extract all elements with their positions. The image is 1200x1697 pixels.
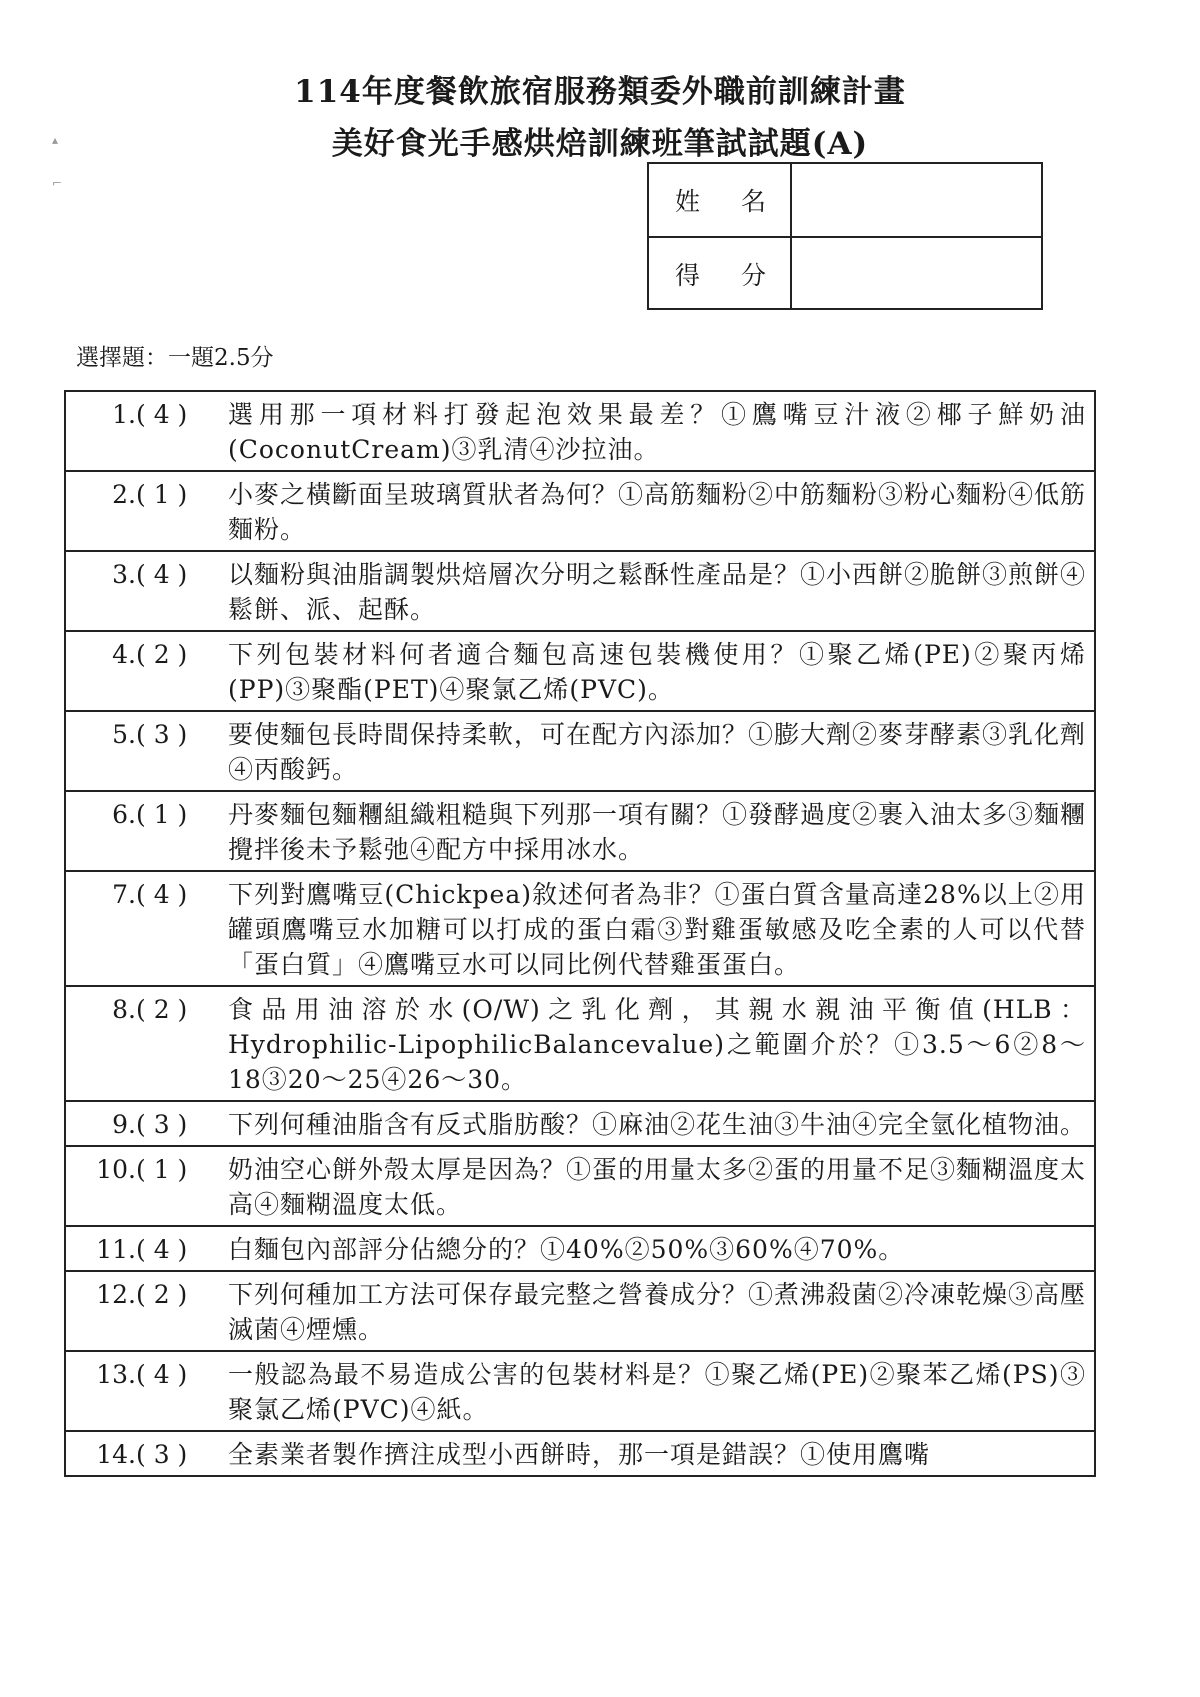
question-text: 下列包裝材料何者適合麵包高速包裝機使用？①聚乙烯(PE)②聚丙烯(PP)③聚酯(PET)④聚氯乙烯(PVC)。 (228, 640, 1086, 704)
name-row (649, 164, 1041, 236)
question-answer: ( 4 ) (136, 560, 188, 589)
question-answer: ( 4 ) (136, 1235, 188, 1264)
question-row (65, 1101, 1095, 1146)
question-item (74, 1232, 1086, 1267)
question-number: 10. (96, 1155, 136, 1184)
question-text: 小麥之橫斷面呈玻璃質狀者為何？①高筋麵粉②中筋麵粉③粉心麵粉④低筋麵粉。 (228, 480, 1087, 544)
question-row (65, 551, 1095, 631)
question-answer: ( 4 ) (136, 880, 188, 909)
score-row (649, 236, 1041, 310)
student-info-box (647, 162, 1043, 310)
question-row (65, 1271, 1095, 1351)
question-answer: ( 4 ) (136, 1360, 188, 1389)
question-row (65, 1351, 1095, 1431)
question-number: 1. (112, 400, 136, 429)
question-cell (65, 1351, 1095, 1431)
score-label (649, 238, 792, 310)
question-text: 食品用油溶於水(O/W)之乳化劑，其親水親油平衡值(HLB：Hydrophilic-LipophilicBalancevalue)之範圍介於？①3.5～6②8～18③20～25④26～30。 (228, 995, 1086, 1094)
question-cell (65, 551, 1095, 631)
question-item (74, 477, 1086, 547)
question-text: 下列何種油脂含有反式脂肪酸？①麻油②花生油③牛油④完全氫化植物油。 (228, 1110, 1087, 1139)
question-item (74, 1107, 1086, 1142)
question-row (65, 631, 1095, 711)
question-cell (65, 871, 1095, 986)
question-text: 以麵粉與油脂調製烘焙層次分明之鬆酥性產品是？①小西餅②脆餅③煎餅④鬆餅、派、起酥。 (228, 560, 1087, 624)
question-number: 2. (112, 480, 136, 509)
question-answer: ( 3 ) (136, 720, 188, 749)
question-cell (65, 711, 1095, 791)
question-item (74, 1437, 1086, 1472)
question-cell (65, 1431, 1095, 1476)
question-item (74, 992, 1086, 1097)
question-answer: ( 1 ) (136, 800, 188, 829)
question-cell (65, 1146, 1095, 1226)
score-label-char: 得 (675, 261, 701, 290)
question-text: 下列何種加工方法可保存最完整之營養成分？①煮沸殺菌②冷凍乾燥③高壓滅菌④煙燻。 (228, 1280, 1087, 1344)
question-number: 12. (96, 1280, 136, 1309)
question-text: 全素業者製作擠注成型小西餅時，那一項是錯誤？①使用鷹嘴 (228, 1440, 931, 1469)
question-cell (65, 1271, 1095, 1351)
question-number: 13. (96, 1360, 136, 1389)
question-row (65, 1431, 1095, 1476)
question-number: 9. (112, 1110, 136, 1139)
question-text: 奶油空心餅外殼太厚是因為？①蛋的用量太多②蛋的用量不足③麵糊溫度太高④麵糊溫度太低。 (228, 1155, 1087, 1219)
scan-artifact-mark: ⌐ (52, 176, 63, 190)
question-answer: ( 1 ) (136, 1155, 188, 1184)
question-item (74, 797, 1086, 867)
name-label (649, 164, 792, 236)
question-text: 一般認為最不易造成公害的包裝材料是？①聚乙烯(PE)②聚苯乙烯(PS)③聚氯乙烯(PVC)④紙。 (228, 1360, 1086, 1424)
question-answer: ( 2 ) (136, 640, 188, 669)
question-item (74, 637, 1086, 707)
question-row (65, 1226, 1095, 1271)
section-heading: 選擇題：一題2.5分 (76, 345, 274, 371)
question-item (74, 557, 1086, 627)
question-number: 3. (112, 560, 136, 589)
question-text: 丹麥麵包麵糰組織粗糙與下列那一項有關？①發酵過度②裹入油太多③麵糰攪拌後未予鬆弛④配方中採用冰水。 (228, 800, 1087, 864)
question-number: 11. (96, 1235, 136, 1264)
question-number: 7. (112, 880, 136, 909)
scan-artifact-mark: ▴ (52, 133, 59, 147)
question-cell (65, 391, 1095, 471)
question-row (65, 986, 1095, 1101)
question-row (65, 1146, 1095, 1226)
question-text: 選用那一項材料打發起泡效果最差？①鷹嘴豆汁液②椰子鮮奶油(CoconutCream)③乳清④沙拉油。 (228, 400, 1086, 464)
question-number: 4. (112, 640, 136, 669)
question-text: 要使麵包長時間保持柔軟，可在配方內添加？①膨大劑②麥芽酵素③乳化劑④丙酸鈣。 (228, 720, 1087, 784)
name-label-char: 名 (740, 187, 766, 216)
question-cell (65, 986, 1095, 1101)
score-label-char: 分 (740, 261, 766, 290)
question-item (74, 877, 1086, 982)
question-cell (65, 1101, 1095, 1146)
question-answer: ( 3 ) (136, 1110, 188, 1139)
question-item (74, 717, 1086, 787)
question-number: 8. (112, 995, 136, 1024)
score-field[interactable] (792, 238, 1041, 310)
question-answer: ( 2 ) (136, 995, 188, 1024)
question-answer: ( 1 ) (136, 480, 188, 509)
question-text: 下列對鷹嘴豆(Chickpea)敘述何者為非？①蛋白質含量高達28%以上②用罐頭鷹嘴豆水加糖可以打成的蛋白霜③對雞蛋敏感及吃全素的人可以代替「蛋白質」④鷹嘴豆水可以同比例代替雞蛋蛋白。 (228, 880, 1086, 979)
question-answer: ( 2 ) (136, 1280, 188, 1309)
question-cell (65, 471, 1095, 551)
question-item (74, 1152, 1086, 1222)
question-cell (65, 1226, 1095, 1271)
questions-table (64, 390, 1096, 1477)
question-number: 5. (112, 720, 136, 749)
question-answer: ( 3 ) (136, 1440, 188, 1469)
question-text: 白麵包內部評分佔總分的？①40%②50%③60%④70%。 (228, 1235, 905, 1264)
name-field[interactable] (792, 164, 1041, 236)
question-cell (65, 791, 1095, 871)
question-row (65, 471, 1095, 551)
question-item (74, 397, 1086, 467)
question-item (74, 1277, 1086, 1347)
question-answer: ( 4 ) (136, 400, 188, 429)
exam-title-line1: 114年度餐飲旅宿服務類委外職前訓練計畫 (294, 74, 906, 110)
question-row (65, 871, 1095, 986)
question-cell (65, 631, 1095, 711)
question-row (65, 791, 1095, 871)
question-number: 14. (96, 1440, 136, 1469)
exam-title-line2: 美好食光手感烘焙訓練班筆試試題(A) (331, 126, 869, 162)
question-row (65, 711, 1095, 791)
name-label-char: 姓 (675, 187, 701, 216)
question-row (65, 391, 1095, 471)
question-number: 6. (112, 800, 136, 829)
question-item (74, 1357, 1086, 1427)
